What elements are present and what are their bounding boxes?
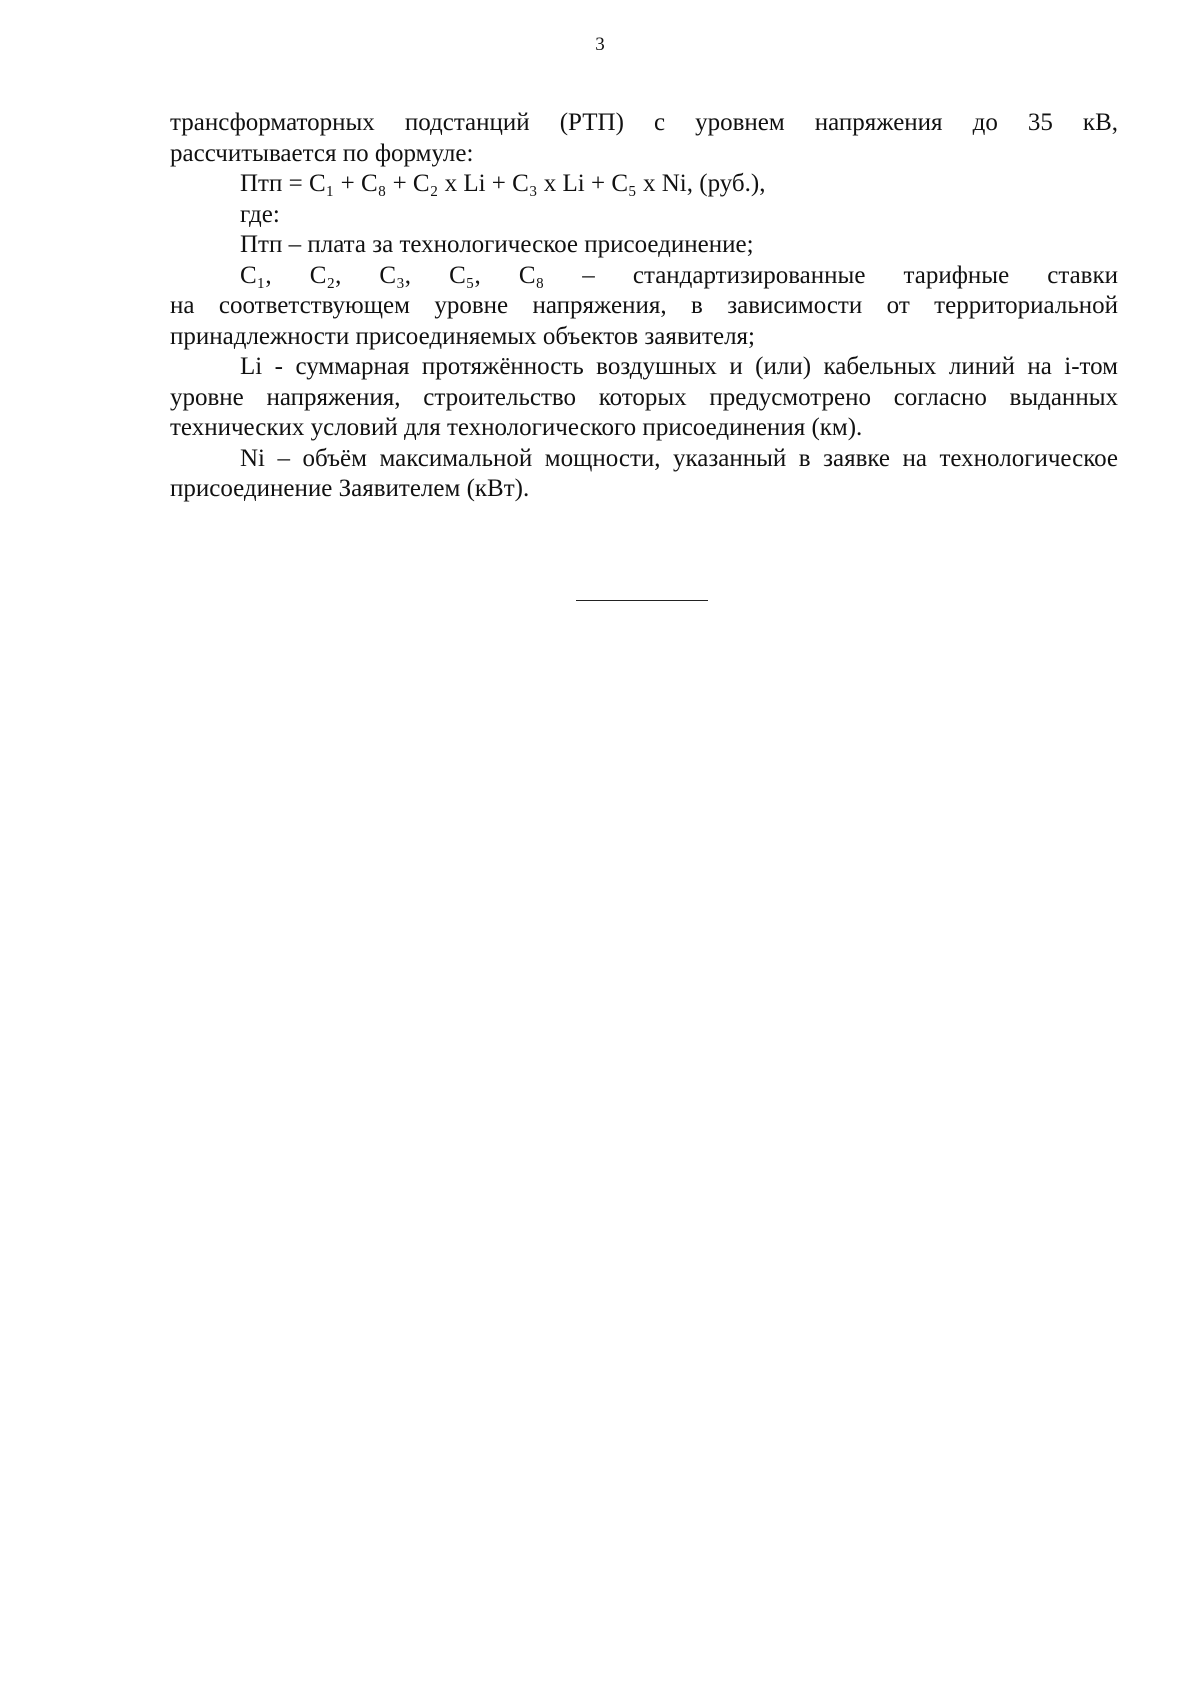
text-line-1: трансформаторных подстанций (РТП) с уровнем напряжения до 35 кВ, xyxy=(170,109,1118,136)
definition-li-line-2: уровне напряжения, строительство которых предусмотрено согласно выданных xyxy=(170,383,1118,411)
definition-c-line-2: на соответствующем уровне напряжения, в зависимости от территориальной xyxy=(170,292,1118,319)
text-line-2: рассчитывается по формуле: xyxy=(170,139,474,167)
definition-ni-line-1: Ni – объём максимальной мощности, указанный в заявке на технологическое xyxy=(240,444,1118,472)
definition-c-line-3: принадлежности присоединяемых объектов заявителя; xyxy=(170,322,755,350)
definition-ptp: Птп – плата за технологическое присоединение; xyxy=(240,231,754,258)
definition-li-line-1: Li - суммарная протяжённость воздушных и (или) кабельных линий на i-том xyxy=(240,353,1118,380)
document-body xyxy=(170,108,1118,505)
definition-c-line-1: C₁, C₂, C₃, C₅, C₈ – стандартизированные тарифные ставки xyxy=(240,261,1118,289)
definition-li-line-3: технических условий для технологического присоединения (км). xyxy=(170,414,863,441)
where-label: где: xyxy=(240,200,280,228)
definition-ni-line-2: присоединение Заявителем (кВт). xyxy=(170,475,530,502)
end-separator-line xyxy=(576,600,708,601)
page-number: 3 xyxy=(595,34,605,55)
formula-line: Птп = C₁ + C₈ + C₂ x Li + C₃ x Li + C₅ x Ni, (руб.), xyxy=(240,170,766,197)
